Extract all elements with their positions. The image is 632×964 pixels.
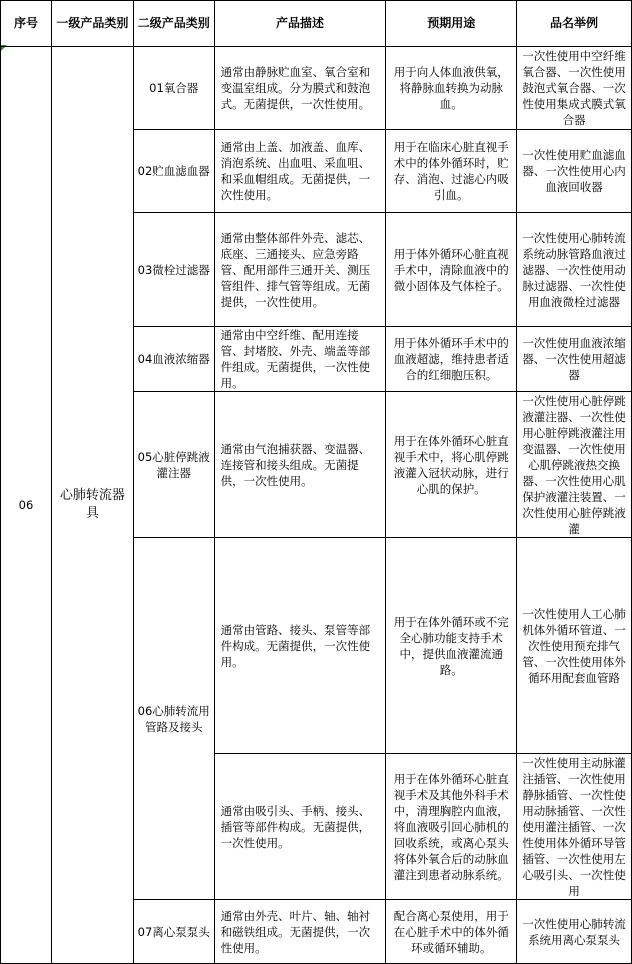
examples-cell: 一次性使用主动脉灌注插管、一次性使用静脉插管、一次性使用动脉插管、一次性使用灌注插管、一次性使用体外循环导管插管、一次性使用左心吸引头、一次性使用	[517, 754, 632, 900]
desc-cell: 通常由气泡捕获器、变温器、连接管和接头组成。无菌提供，一次性使用。	[214, 392, 386, 538]
header-examples: 品名举例	[517, 1, 632, 47]
desc-cell: 通常由外壳、叶片、轴、轴衬和磁铁组成。无菌提供，一次性使用。	[214, 900, 386, 964]
desc-cell: 通常由上盖、加液盖、血库、消泡系统、出血咀、采血咀、和采血帽组成。无菌提供，一次性使用。	[214, 130, 386, 213]
header-seq: 序号	[1, 1, 52, 47]
desc-cell: 通常由静脉贮血室、氧合室和变温室组成。分为膜式和鼓泡式。无菌提供，一次性使用。	[214, 47, 386, 130]
examples-cell: 一次性使用贮血滤血器、一次性使用心内血液回收器	[517, 130, 632, 213]
desc-cell: 通常由中空纤维、配用连接管、封堵胶、外壳、端盖等部件组成。无菌提供，一次性使用。	[214, 327, 386, 392]
use-cell: 用于在体外循环心脏直视手术及其他外科手术中，清理胸腔内血液，将血液吸引回心肺机的回收系统，或离心泵头将体外氧合后的动脉血灌注到患者动脉系统。	[386, 754, 517, 900]
desc-cell: 通常由吸引头、手柄、接头、插管等部件构成。无菌提供，一次性使用。	[214, 754, 386, 900]
seq-cell: 06	[1, 47, 52, 964]
header-use: 预期用途	[386, 1, 517, 47]
examples-cell: 一次性使用人工心肺机体外循环管道、一次性使用预充排气管、一次性使用体外循环用配套血管路	[517, 538, 632, 754]
use-cell: 用于体外循环心脏直视手术中，清除血液中的微小固体及气体栓子。	[386, 213, 517, 327]
cat2-cell: 07离心泵泵头	[133, 900, 214, 964]
desc-cell: 通常由整体部件外壳、滤芯、底座、三通接头、应急旁路管、配用部件三通开关、测压管组件、排气管等组成。无菌提供，一次性使用。	[214, 213, 386, 327]
cat2-cell: 01氧合器	[133, 47, 214, 130]
cat2-cell: 03微栓过滤器	[133, 213, 214, 327]
use-cell: 用于体外循环手术中的血液超滤，维持患者适合的红细胞压积。	[386, 327, 517, 392]
table-row	[1, 47, 632, 130]
header-desc: 产品描述	[214, 1, 386, 47]
examples-cell: 一次性使用血液浓缩器、一次性使用超滤器	[517, 327, 632, 392]
use-cell: 用于在体外循环或不完全心肺功能支持手术中，提供血液灌流通路。	[386, 538, 517, 754]
examples-cell: 一次性使用心肺转流系统用离心泵泵头	[517, 900, 632, 964]
cat2-cell: 06心肺转流用管路及接头	[133, 538, 214, 900]
cat1-cell: 心肺转流器具	[51, 47, 133, 964]
examples-cell: 一次性使用心脏停跳液灌注器、一次性使用心脏停跳液灌注用变温器、一次性使用心肌停跳液热交换器、一次性使用心肌保护液灌注装置、一次性使用心脏停跳液灌	[517, 392, 632, 538]
cat2-cell: 05心脏停跳液灌注器	[133, 392, 214, 538]
examples-cell: 一次性使用中空纤维氧合器、一次性使用鼓泡式氧合器、一次性使用集成式膜式氧合器	[517, 47, 632, 130]
use-cell: 用于在临床心脏直视手术中的体外循环时，贮存、消泡、过滤心内吸引血。	[386, 130, 517, 213]
cat2-cell: 04血液浓缩器	[133, 327, 214, 392]
use-cell: 配合离心泵使用，用于在心脏手术中的体外循环或循环辅助。	[386, 900, 517, 964]
use-cell: 用于向人体血液供氧，将静脉血转换为动脉血。	[386, 47, 517, 130]
desc-cell: 通常由管路、接头、泵管等部件构成。无菌提供，一次性使用。	[214, 538, 386, 754]
examples-cell: 一次性使用心肺转流系统动脉管路血液过滤器、一次性使用动脉过滤器、一次性使用血液微栓过滤器	[517, 213, 632, 327]
header-cat2: 二级产品类别	[133, 1, 214, 47]
use-cell: 用于在体外循环心脏直视手术中，将心肌停跳液灌入冠状动脉，进行心肌的保护。	[386, 392, 517, 538]
cat2-cell: 02贮血滤血器	[133, 130, 214, 213]
header-cat1: 一级产品类别	[51, 1, 133, 47]
header-row	[1, 1, 632, 47]
